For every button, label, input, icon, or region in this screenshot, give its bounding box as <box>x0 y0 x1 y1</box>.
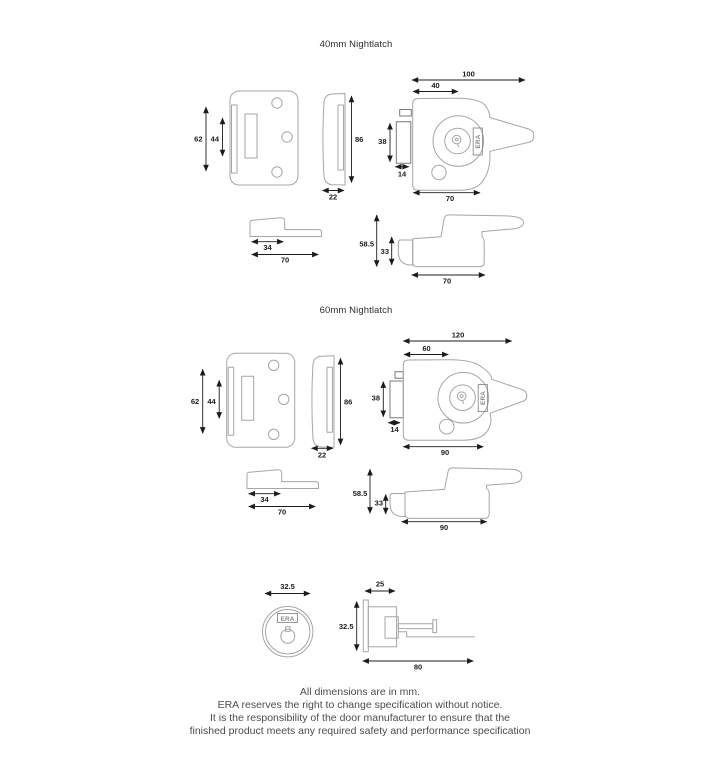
fixing-hole <box>432 165 446 179</box>
keep-cutout <box>242 376 254 420</box>
dim-label-staple-width: 70 <box>280 255 290 265</box>
keyhole-tail <box>457 144 459 147</box>
cylinder-front-view <box>263 582 313 657</box>
screw-hole <box>269 429 279 439</box>
dim-label-keep-inner-height: 44 <box>210 134 219 144</box>
dim-label-backset: 40 <box>431 81 440 90</box>
dim-label-side-case-height: 33 <box>380 247 389 256</box>
keyhole-pin <box>460 395 463 398</box>
keep-plate <box>230 91 298 185</box>
keep-cutout <box>245 114 257 158</box>
dim-label-keep-side-height: 86 <box>344 397 353 407</box>
screw-hole <box>272 98 282 108</box>
dim-label-forend-depth: 14 <box>397 169 407 179</box>
keyhole-icon <box>457 392 466 401</box>
footer-line-2: ERA reserves the right to change specification without notice. <box>217 699 503 711</box>
dim-label-cyl-height: 32.5 <box>338 622 354 631</box>
cylinder-side-view <box>339 580 475 672</box>
tail-bar <box>398 624 433 629</box>
dim-label-keep-inner-height: 44 <box>207 396 216 406</box>
body-side-view-60mm <box>353 468 522 532</box>
dim-label-case-height: 38 <box>371 393 380 403</box>
footer-notes <box>0 686 720 738</box>
latch-bolt-profile <box>398 240 412 265</box>
dim-label-case-height: 38 <box>378 137 387 146</box>
staple-side-view-60mm <box>247 470 319 517</box>
dim-label-keep-depth: 22 <box>317 450 327 460</box>
dim-label-cyl-length: 80 <box>413 662 423 672</box>
keep-front-view-40mm <box>194 91 298 185</box>
era-logo <box>478 385 487 412</box>
screw-hole <box>279 394 289 404</box>
keyhole-tail <box>462 400 464 403</box>
body-and-handle-profile <box>405 468 522 519</box>
dim-label-overall-width: 100 <box>462 69 475 79</box>
cylinder-body <box>368 607 396 647</box>
keep-side-view-60mm <box>312 356 353 460</box>
latch-bolt-tab <box>400 110 412 117</box>
keep-flange <box>228 367 234 435</box>
dim-label-keep-side-height: 86 <box>355 135 364 144</box>
keep-flange <box>232 105 238 173</box>
dim-label-cyl-body-depth: 25 <box>375 579 385 589</box>
dim-label-backset: 60 <box>422 344 431 353</box>
body-and-handle-profile <box>413 215 524 267</box>
dim-label-cyl-diameter: 32.5 <box>280 582 295 591</box>
keep-side-slot <box>338 105 344 170</box>
staple-profile <box>250 218 322 237</box>
dim-label-side-width: 90 <box>439 523 449 532</box>
staple-side-view-40mm <box>250 218 322 265</box>
dim-label-case-width: 90 <box>440 448 450 457</box>
latch-bolt-tab <box>395 372 403 379</box>
body-top-view-60mm <box>372 331 527 458</box>
era-logo-text: ERA <box>480 391 488 405</box>
keep-side-profile <box>312 356 334 448</box>
keep-plate <box>227 353 295 447</box>
dim-label-side-height: 58.5 <box>352 489 368 498</box>
dim-label-side-height: 58.5 <box>359 239 374 249</box>
screw-hole <box>282 132 292 142</box>
keep-front-view-60mm <box>191 353 295 447</box>
dim-label-staple-inner: 34 <box>263 243 272 252</box>
keyhole-pin <box>455 138 458 141</box>
footer-line-1: All dimensions are in mm. <box>299 686 421 698</box>
footer-line-3: It is the responsibility of the door manufacturer to ensure that the <box>210 712 510 724</box>
dim-label-keep-depth: 22 <box>328 192 338 202</box>
screw-hole <box>272 167 282 177</box>
tail-flange <box>433 620 437 633</box>
keep-side-slot <box>327 367 333 432</box>
dim-label-staple-inner: 34 <box>260 495 269 504</box>
latch-body <box>403 360 527 440</box>
screw-hole <box>269 360 279 370</box>
forend <box>390 381 403 418</box>
keep-side-profile <box>323 94 345 186</box>
dim-label-side-width: 70 <box>442 276 452 286</box>
section-title-60mm: 60mm Nightlatch <box>319 305 393 316</box>
era-logo-text: ERA <box>475 134 483 149</box>
keep-side-view-40mm <box>323 94 364 202</box>
body-top-view-40mm <box>378 70 534 204</box>
fixing-hole <box>439 419 454 434</box>
dim-label-side-case-height: 33 <box>374 498 383 508</box>
staple-profile <box>247 470 319 489</box>
forend <box>396 122 411 164</box>
dim-label-staple-width: 70 <box>277 507 287 517</box>
dim-label-keep-height: 62 <box>194 134 203 144</box>
era-logo <box>278 614 298 623</box>
era-logo-text: ERA <box>280 615 295 623</box>
footer-line-4: finished product meets any required safety and performance specification <box>189 725 531 737</box>
dim-label-keep-height: 62 <box>190 396 200 406</box>
keyhole-icon <box>452 135 461 144</box>
latch-bolt-profile <box>390 494 405 517</box>
dim-label-forend-depth: 14 <box>390 425 399 434</box>
dim-label-case-width: 70 <box>445 194 455 203</box>
dim-label-overall-width: 120 <box>451 330 465 340</box>
section-title-40mm: 40mm Nightlatch <box>319 39 393 50</box>
body-side-view-40mm <box>359 215 523 286</box>
cylinder-rose <box>363 600 368 652</box>
